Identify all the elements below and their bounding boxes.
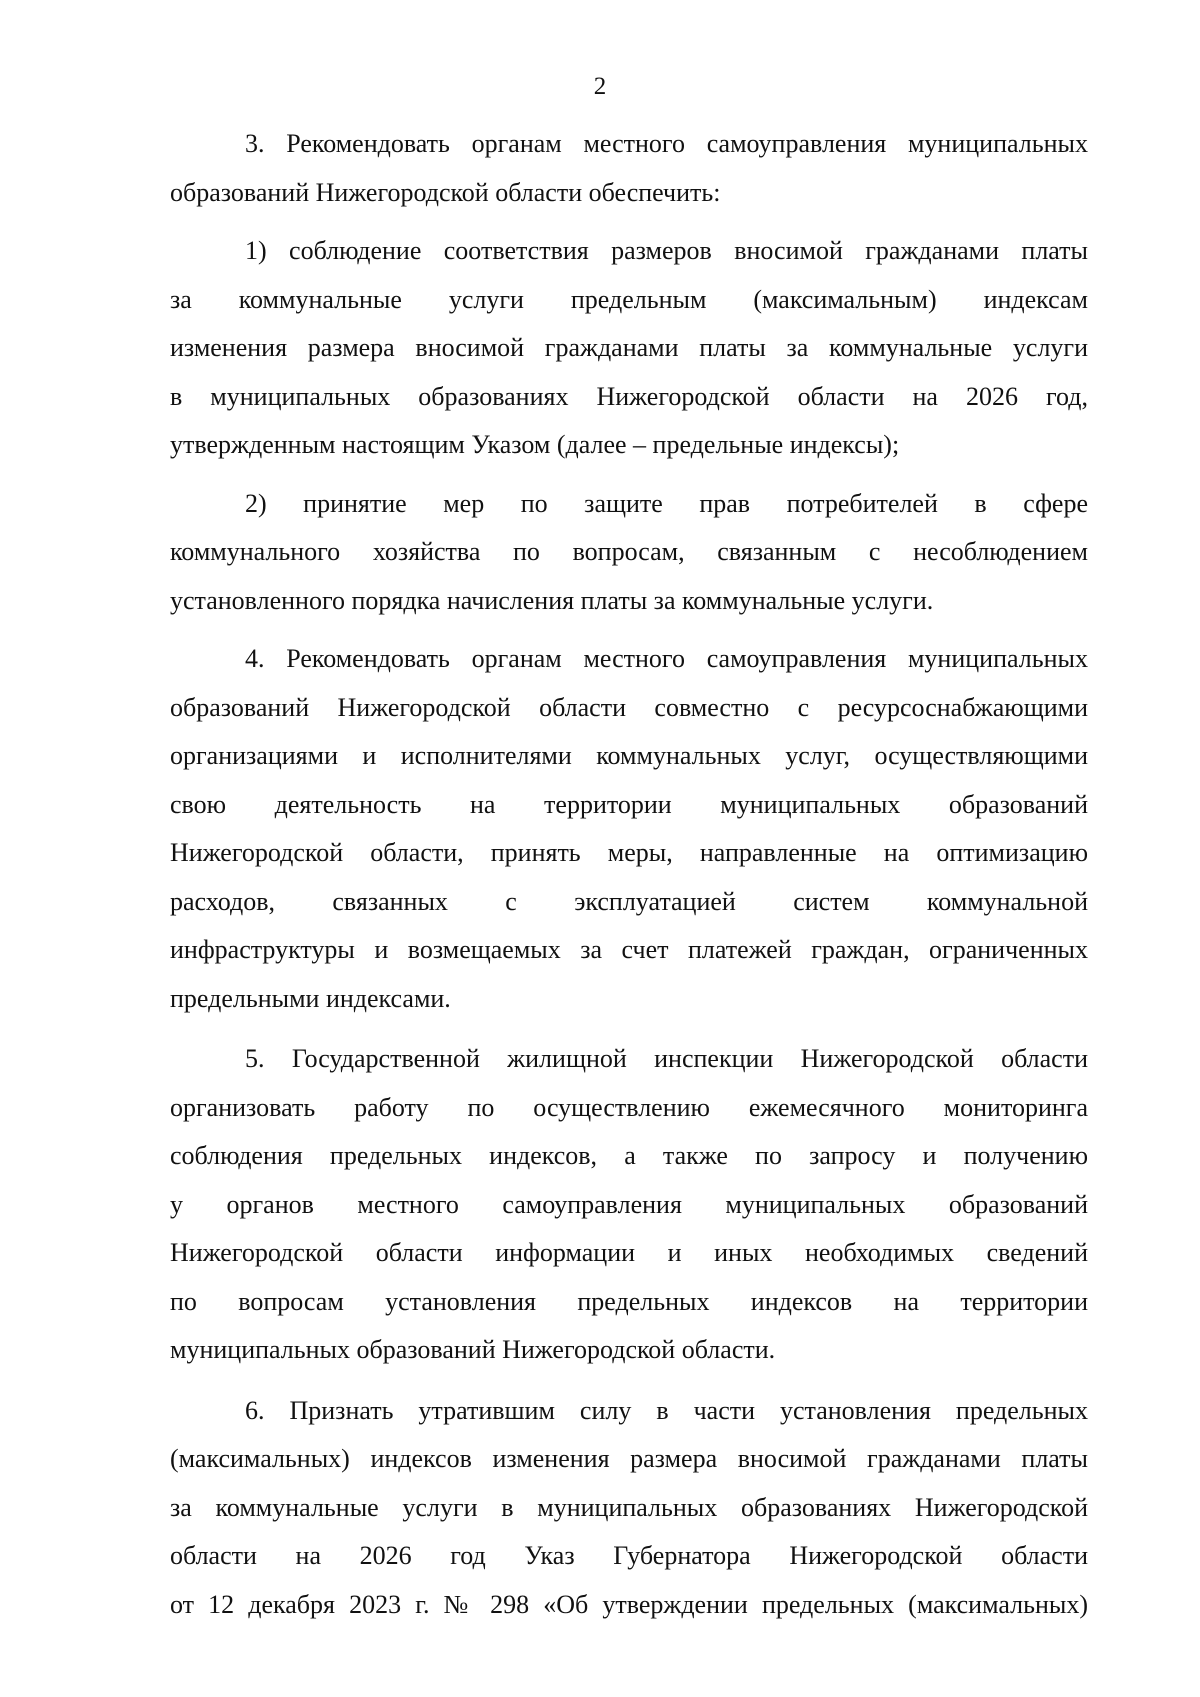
paragraph-line: организовать работу по осуществлению ежемесячного мониторинга — [170, 1092, 1088, 1122]
paragraph-line: у органов местного самоуправления муниципальных образований — [170, 1189, 1088, 1219]
page-number: 2 — [593, 73, 607, 100]
paragraph-line: в муниципальных образованиях Нижегородской области на 2026 год, — [170, 381, 1088, 411]
paragraph-last-line: утвержденным настоящим Указом (далее – предельные индексы); — [170, 430, 900, 459]
paragraph-line: 1) соблюдение соответствия размеров вносимой гражданами платы — [245, 236, 1088, 265]
paragraph-last-line: образований Нижегородской области обеспечить: — [170, 177, 721, 207]
paragraph-line: расходов, связанных с эксплуатацией систем коммунальной — [170, 886, 1088, 916]
paragraph — [170, 635, 1088, 1023]
paragraph-line: за коммунальные услуги в муниципальных образованиях Нижегородской — [170, 1492, 1088, 1522]
paragraph-line: 5. Государственной жилищной инспекции Нижегородской области — [245, 1044, 1088, 1073]
paragraph-line: соблюдения предельных индексов, а также по запросу и получению — [170, 1141, 1088, 1170]
paragraph-line: свою деятельность на территории муниципальных образований — [170, 789, 1088, 819]
paragraph-line: изменения размера вносимой гражданами платы за коммунальные услуги — [170, 333, 1088, 362]
paragraph-line: 3. Рекомендовать органам местного самоуправления муниципальных — [245, 129, 1088, 158]
paragraph-line: 6. Признать утратившим силу в части установления предельных — [245, 1395, 1088, 1425]
paragraph-line: за коммунальные услуги предельным (максимальным) индексам — [170, 284, 1088, 314]
paragraph-last-line: установленного порядка начисления платы за коммунальные услуги. — [170, 585, 934, 615]
paragraph-last-line: предельными индексами. — [170, 983, 451, 1013]
paragraph-line: Нижегородской области, принять меры, направленные на оптимизацию — [170, 838, 1088, 867]
paragraph-line: 2) принятие мер по защите прав потребителей в сфере — [245, 488, 1088, 518]
paragraph-line: организациями и исполнителями коммунальных услуг, осуществляющими — [170, 741, 1088, 770]
paragraph — [170, 480, 1088, 626]
paragraph-line: области на 2026 год Указ Губернатора Нижегородской области — [170, 1541, 1088, 1570]
paragraph-last-line: муниципальных образований Нижегородской области. — [170, 1335, 776, 1364]
paragraph-line: коммунального хозяйства по вопросам, связанным с несоблюдением — [170, 537, 1088, 566]
paragraph-line: от 12 декабря 2023 г. № 298 «Об утверждении предельных (максимальных) — [170, 1589, 1088, 1619]
paragraph-line: образований Нижегородской области совместно с ресурсоснабжающими — [170, 692, 1088, 722]
paragraph-line: по вопросам установления предельных индексов на территории — [170, 1286, 1088, 1316]
paragraph-line: Нижегородской области информации и иных необходимых сведений — [170, 1238, 1088, 1267]
paragraph-line: 4. Рекомендовать органам местного самоуправления муниципальных — [245, 644, 1088, 673]
paragraph-line: (максимальных) индексов изменения размера вносимой гражданами платы — [170, 1444, 1088, 1473]
document-body — [170, 120, 1088, 1629]
paragraph — [170, 227, 1088, 470]
paragraph-line: инфраструктуры и возмещаемых за счет платежей граждан, ограниченных — [170, 935, 1088, 964]
paragraph — [170, 1035, 1088, 1375]
paragraph — [170, 120, 1088, 217]
paragraph — [170, 1387, 1088, 1630]
